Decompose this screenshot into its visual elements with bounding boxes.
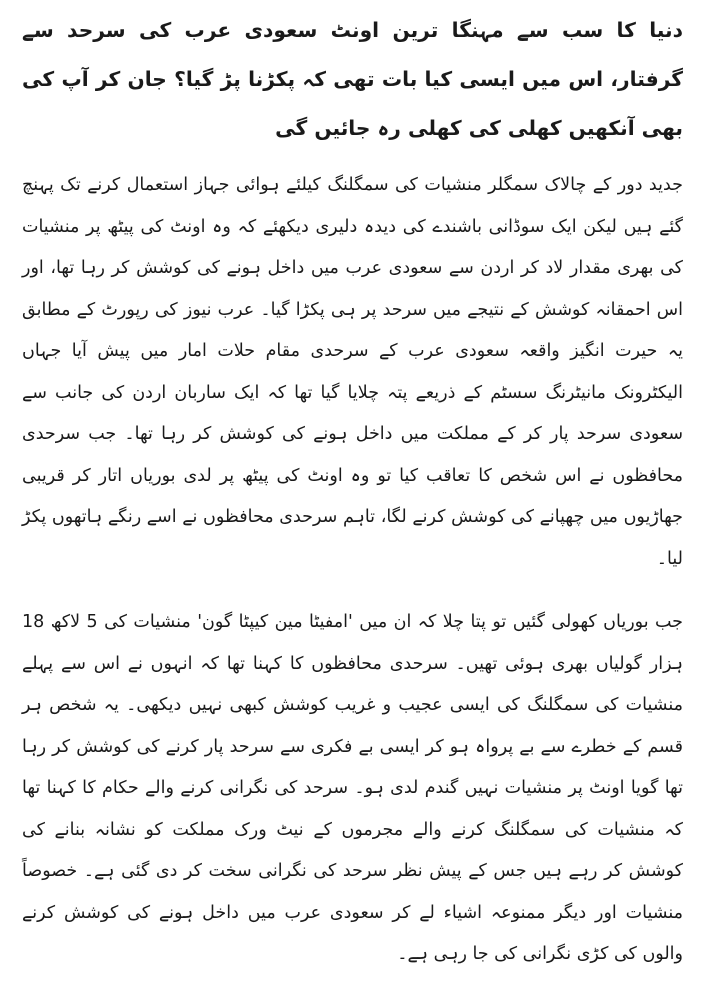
article-headline: دنیا کا سب سے مہنگا ترین اونٹ سعودی عرب کی سرحد سے گرفتار، اس میں ایسی کیا بات تھی کہ پکڑنا پڑ گیا؟ جان کر آپ کی بھی آنکھیں کھلی کی کھلی رہ جائیں گی <box>22 18 683 140</box>
article-paragraph-2: جب بوریاں کھولی گئیں تو پتا چلا کہ ان میں 'امفیٹا مین کیپٹا گون' منشیات کی 5 لاکھ 18 ہزار گولیاں بھری ہوئی تھیں۔ سرحدی محافظوں کا کہنا تھا کہ انہوں نے اس سے پہلے منشیات کی سمگلنگ کی ایسی عجیب و غریب کوشش کبھی نہیں دیکھی۔ یہ شخص ہر قسم کے خطرے سے بے پرواہ ہو کر ایسی بے فکری سے سرحد پار کرنے کی کوشش کر رہا تھا گویا اونٹ پر منشیات نہیں گندم لدی ہو۔ سرحد کی نگرانی کرنے والے حکام کا کہنا تھا کہ منشیات کی سمگلنگ کرنے والے مجرموں کے نیٹ ورک مملکت کو نشانہ بنانے کی کوشش کر رہے ہیں جس کے پیش نظر سرحد کی نگرانی سخت کر دی گئی ہے۔ خصوصاً منشیات اور دیگر ممنوعہ اشیاء لے کر سعودی عرب میں داخل ہونے کی کوشش کرنے والوں کی کڑی نگرانی کی جا رہی ہے۔ <box>22 612 683 964</box>
article-paragraph-1: جدید دور کے چالاک سمگلر منشیات کی سمگلنگ کیلئے ہوائی جہاز استعمال کرنے تک پہنچ گئے ہیں لیکن ایک سوڈانی باشندے کی دیدہ دلیری دیکھئے کہ وہ اونٹ کی پیٹھ پر منشیات کی بھری مقدار لاد کر اردن سے سعودی عرب میں داخل ہونے کی کوشش کر رہا تھا، اور اس احمقانہ کوشش کے نتیجے میں سرحد پر ہی پکڑا گیا۔ عرب نیوز کی رپورٹ کے مطابق یہ حیرت انگیز واقعہ سعودی عرب کے سرحدی مقام حلات امار میں پیش آیا جہاں الیکٹرونک مانیٹرنگ سسٹم کے ذریعے پتہ چلایا گیا تھا کہ ایک ساربان اردن کی جانب سے سعودی سرحد پار کر کے مملکت میں داخل ہونے کی کوشش کر رہا تھا۔ جب سرحدی محافظوں نے اس شخص کا تعاقب کیا تو وہ اونٹ کی پیٹھ پر لدی بوریاں اتار کر قریبی جھاڑیوں میں چھپانے کی کوشش کرنے لگا، تاہم سرحدی محافظوں نے اسے رنگے ہاتھوں پکڑ لیا۔ <box>22 175 683 569</box>
